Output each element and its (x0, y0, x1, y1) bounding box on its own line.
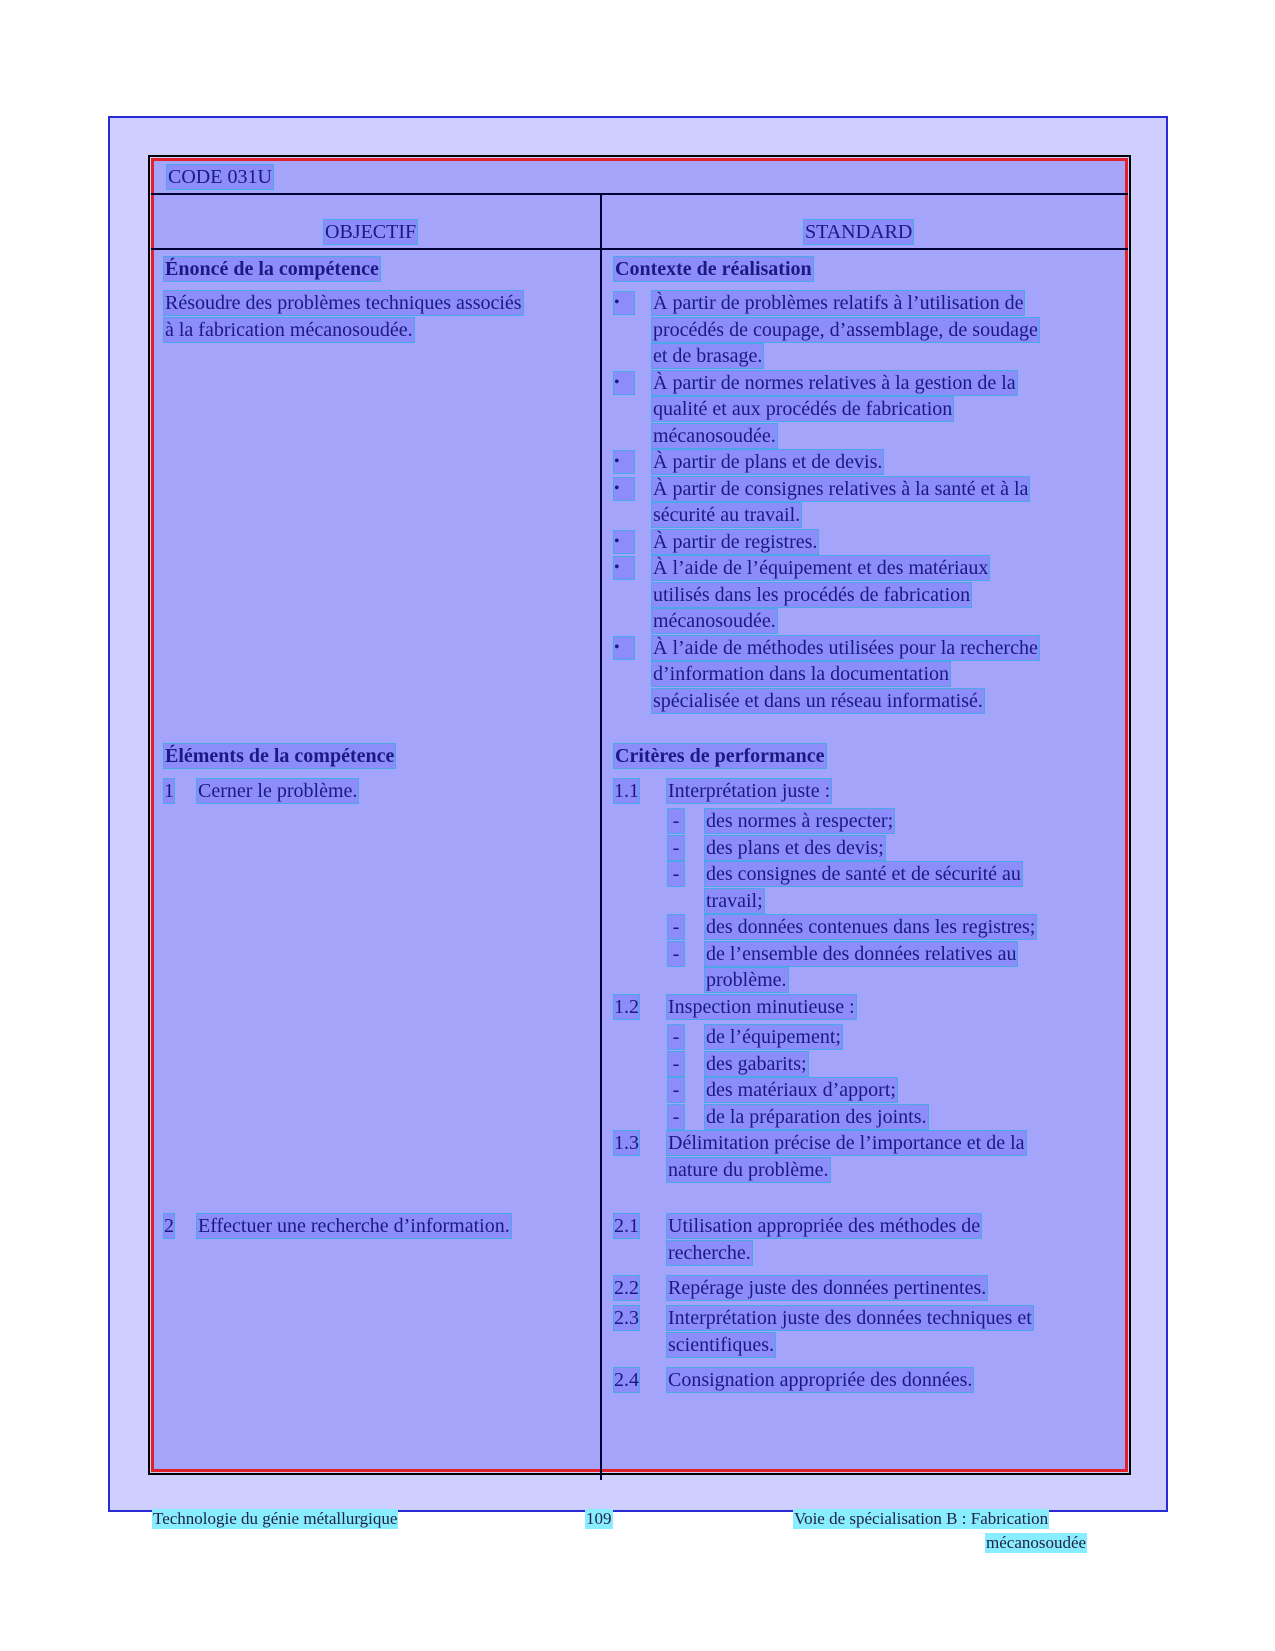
criterion-subitem-line: des matériaux d’apport; (706, 1079, 896, 1101)
enonce-title: Énoncé de la compétence (165, 258, 379, 280)
element-2-number: 2 (164, 1215, 174, 1237)
contexte-item-line: À partir de problèmes relatifs à l’utilisation de (653, 292, 1024, 314)
criterion-number: 2.2 (614, 1277, 639, 1299)
bullet-icon: • (614, 557, 634, 579)
dash-icon: - (668, 1025, 684, 1049)
bullet-icon: • (614, 451, 634, 473)
header-row-divider (151, 248, 1128, 250)
contexte-item-line: À partir de consignes relatives à la santé et à la (653, 477, 1029, 500)
criterion-number: 1.2 (614, 996, 639, 1018)
dash-icon: - (668, 1105, 684, 1129)
criterion-subitem-line: des gabarits; (706, 1052, 807, 1075)
code-row-divider (151, 193, 1128, 195)
contexte-item-line: et de brasage. (653, 345, 763, 367)
contexte-item-line: mécanosoudée. (653, 424, 776, 447)
column-divider (600, 195, 602, 1480)
criterion-text: Délimitation précise de l’importance et de la (668, 1132, 1025, 1154)
contexte-item-line: utilisés dans les procédés de fabrication (653, 583, 971, 606)
contexte-item-line: d’information dans la documentation (653, 663, 950, 685)
bullet-icon: • (614, 292, 634, 314)
criterion-subitem-line: de la préparation des joints. (706, 1105, 927, 1128)
criterion-subitem-line: des plans et des devis; (706, 836, 884, 859)
criterion-subitem-line: des consignes de santé et de sécurité au (706, 863, 1021, 885)
footer-left: Technologie du génie métallurgique (153, 1509, 398, 1528)
element-1-text: Cerner le problème. (198, 780, 358, 802)
bullet-icon: • (614, 478, 634, 500)
competence-table (151, 158, 1128, 1472)
dash-icon: - (668, 1052, 684, 1076)
contexte-title: Contexte de réalisation (615, 258, 812, 280)
dash-icon: - (668, 836, 684, 860)
contexte-item-line: procédés de coupage, d’assemblage, de soudage (653, 318, 1038, 341)
element-2-text: Effectuer une recherche d’information. (198, 1215, 510, 1237)
bullet-icon: • (614, 637, 634, 659)
contexte-item-line: À partir de registres. (653, 530, 818, 553)
criterion-text: recherche. (668, 1241, 751, 1264)
criterion-number: 2.1 (614, 1215, 639, 1237)
criterion-text: Utilisation appropriée des méthodes de (668, 1215, 981, 1237)
criterion-subitem-line: travail; (706, 889, 763, 912)
contexte-item-line: À l’aide de l’équipement et des matériaux (653, 557, 989, 579)
dash-icon: - (668, 809, 684, 833)
enonce-line-1: Résoudre des problèmes techniques associés (165, 292, 522, 314)
criterion-text: Inspection minutieuse : (668, 996, 855, 1018)
dash-icon: - (668, 915, 684, 939)
dash-icon: - (668, 862, 684, 886)
criterion-text: Interprétation juste : (668, 780, 831, 802)
standard-header: STANDARD (805, 221, 913, 243)
criterion-subitem-line: de l’ensemble des données relatives au (706, 942, 1017, 965)
elements-title: Éléments de la compétence (165, 745, 395, 767)
criterion-subitem-line: des normes à respecter; (706, 810, 894, 832)
bullet-icon: • (614, 531, 634, 553)
footer-right-line-2: mécanosoudée (986, 1533, 1087, 1552)
contexte-item-line: sécurité au travail. (653, 504, 801, 526)
contexte-item-line: spécialisée et dans un réseau informatisé. (653, 689, 983, 712)
dash-icon: - (668, 1078, 684, 1102)
contexte-item-line: À l’aide de méthodes utilisées pour la recherche (653, 636, 1038, 659)
criterion-number: 1.3 (614, 1132, 639, 1154)
criterion-text: nature du problème. (668, 1158, 829, 1181)
element-1-number: 1 (164, 780, 174, 802)
criteres-title: Critères de performance (615, 745, 825, 767)
criterion-number: 2.4 (614, 1369, 639, 1391)
contexte-item-line: qualité et aux procédés de fabrication (653, 398, 953, 420)
criterion-text: Consignation appropriée des données. (668, 1369, 973, 1391)
criterion-subitem-line: des données contenues dans les registres; (706, 916, 1036, 938)
contexte-item-line: À partir de normes relatives à la gestion de la (653, 371, 1016, 394)
criterion-text: Repérage juste des données pertinentes. (668, 1277, 987, 1299)
dash-icon: - (668, 942, 684, 966)
bullet-icon: • (614, 372, 634, 394)
code-label: CODE 031U (168, 166, 272, 188)
criterion-text: scientifiques. (668, 1333, 775, 1356)
criterion-number: 2.3 (614, 1307, 639, 1329)
criterion-subitem-line: de l’équipement; (706, 1026, 841, 1048)
objectif-header: OBJECTIF (325, 221, 417, 243)
contexte-item-line: À partir de plans et de devis. (653, 451, 883, 473)
criterion-number: 1.1 (614, 780, 639, 802)
contexte-item-line: mécanosoudée. (653, 610, 776, 632)
enonce-line-2: à la fabrication mécanosoudée. (165, 319, 413, 341)
footer-right-line-1: Voie de spécialisation B : Fabrication (794, 1509, 1049, 1528)
footer-page-number: 109 (586, 1509, 612, 1528)
criterion-text: Interprétation juste des données techniques et (668, 1307, 1032, 1329)
criterion-subitem-line: problème. (706, 969, 787, 991)
